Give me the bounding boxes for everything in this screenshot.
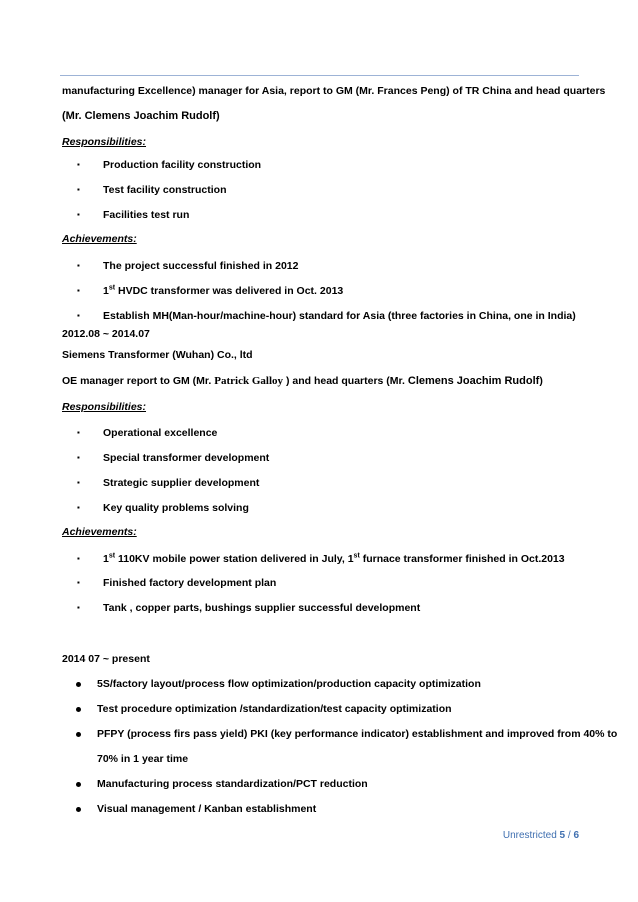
achievement-item: Finished factory development plan (103, 577, 277, 589)
page-footer: Unrestricted 5 / 6 (502, 830, 579, 841)
achievements-heading-1: Achievements: (62, 233, 137, 245)
responsibility-item: Strategic supplier development (103, 477, 260, 489)
responsibilities-heading-2: Responsibilities: (62, 401, 147, 413)
responsibilities-heading-1: Responsibilities: (62, 136, 147, 148)
achievement-item: Establish MH(Man-hour/machine-hour) standard for Asia (three factories in China, one in India) (103, 310, 576, 322)
duty-item-continuation: 70% in 1 year time (97, 753, 189, 765)
responsibility-item: Test facility construction (103, 184, 227, 196)
job-period: 2012.08 ~ 2014.07 (62, 328, 150, 340)
achievement-item: 1st 110KV mobile power station delivered in July, 1st furnace transformer finished in Oct.2013 (103, 552, 565, 565)
duty-item: 5S/factory layout/process flow optimization/production capacity optimization (97, 678, 481, 690)
job-role: OE manager report to GM (Mr. Patrick Galloy ) and head quarters (Mr. Clemens Joachim Rudolf) (62, 375, 543, 387)
company-name: Siemens Transformer (Wuhan) Co., ltd (62, 349, 253, 361)
responsibility-item: Operational excellence (103, 427, 218, 439)
square-bullet-icon: ▪ (77, 578, 80, 587)
achievement-item: 1st HVDC transformer was delivered in Oct. 2013 (103, 284, 344, 297)
duty-item: Test procedure optimization /standardization/test capacity optimization (97, 703, 452, 715)
achievements-heading-2: Achievements: (62, 526, 137, 538)
responsibility-item: Special transformer development (103, 452, 270, 464)
header-divider (60, 75, 579, 76)
square-bullet-icon: ▪ (77, 428, 80, 437)
responsibility-item: Production facility construction (103, 159, 262, 171)
round-bullet-icon (76, 732, 81, 737)
duty-item: Visual management / Kanban establishment (97, 803, 317, 815)
square-bullet-icon: ▪ (77, 185, 80, 194)
responsibility-item: Facilities test run (103, 209, 190, 221)
round-bullet-icon (76, 707, 81, 712)
duty-item: PFPY (process firs pass yield) PKI (key performance indicator) establishment and improved from 40% to (97, 728, 618, 740)
square-bullet-icon: ▪ (77, 210, 80, 219)
round-bullet-icon (76, 782, 81, 787)
square-bullet-icon: ▪ (77, 503, 80, 512)
duty-item: Manufacturing process standardization/PCT reduction (97, 778, 368, 790)
round-bullet-icon (76, 682, 81, 687)
job-period: 2014 07 ~ present (62, 653, 150, 665)
intro-line-1: manufacturing Excellence) manager for Asia, report to GM (Mr. Frances Peng) of TR China and head quarters (62, 85, 606, 97)
square-bullet-icon: ▪ (77, 286, 80, 295)
intro-line-2: (Mr. Clemens Joachim Rudolf) (62, 110, 220, 122)
square-bullet-icon: ▪ (77, 554, 80, 563)
square-bullet-icon: ▪ (77, 160, 80, 169)
round-bullet-icon (76, 807, 81, 812)
responsibility-item: Key quality problems solving (103, 502, 249, 514)
square-bullet-icon: ▪ (77, 603, 80, 612)
square-bullet-icon: ▪ (77, 311, 80, 320)
square-bullet-icon: ▪ (77, 261, 80, 270)
achievement-item: Tank , copper parts, bushings supplier successful development (103, 602, 421, 614)
square-bullet-icon: ▪ (77, 453, 80, 462)
achievement-item: The project successful finished in 2012 (103, 260, 299, 272)
square-bullet-icon: ▪ (77, 478, 80, 487)
